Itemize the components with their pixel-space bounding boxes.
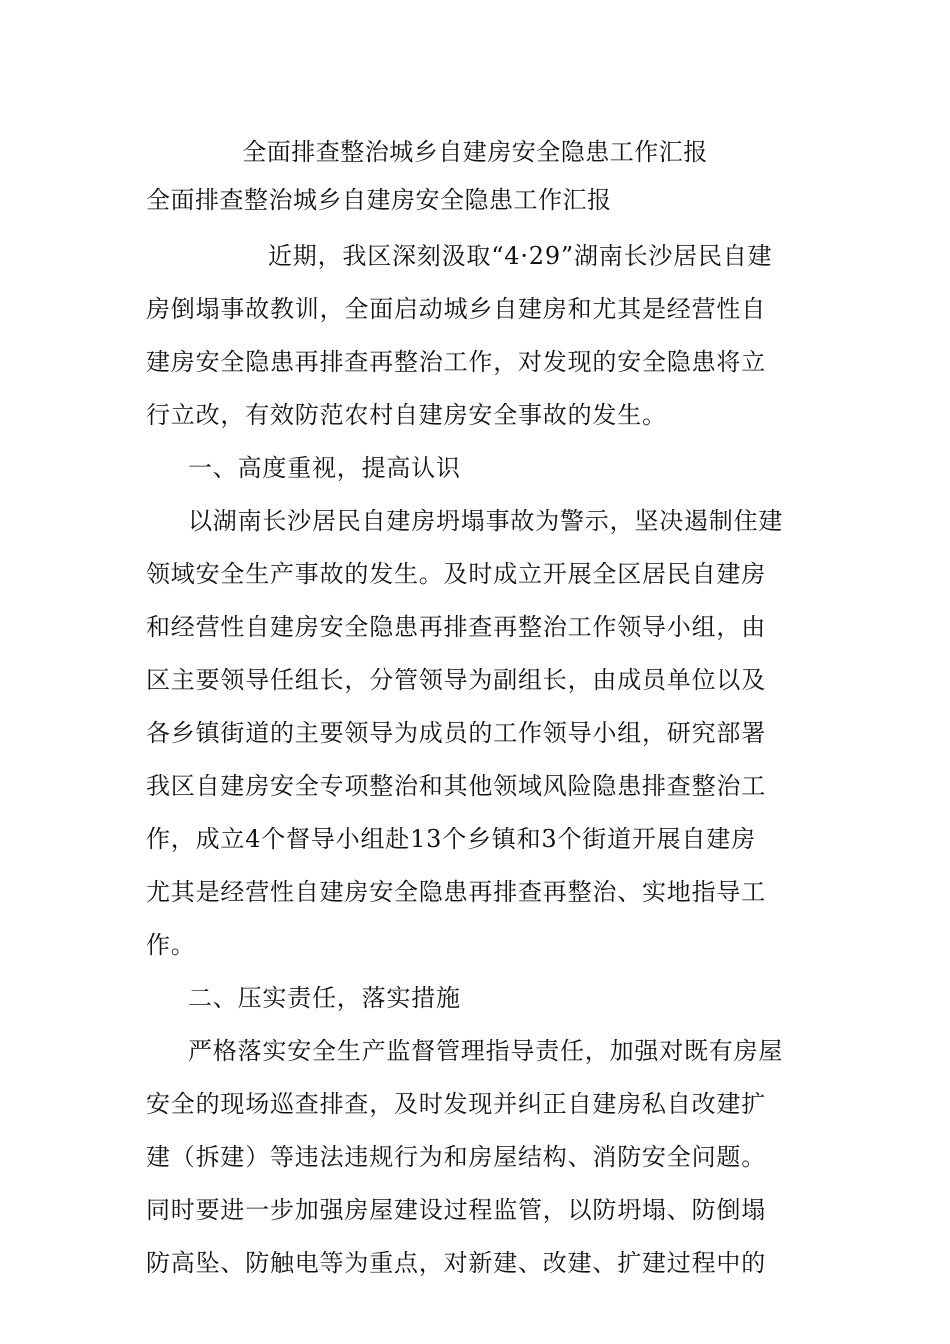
section1-line: 我区自建房安全专项整治和其他领域风险隐患排查整治工	[146, 772, 766, 800]
intro-line: 建房安全隐患再排查再整治工作，对发现的安全隐患将立	[146, 348, 766, 376]
intro-line: 房倒塌事故教训，全面启动城乡自建房和尤其是经营性自	[146, 295, 766, 323]
section1-line: 领域安全生产事故的发生。及时成立开展全区居民自建房	[146, 560, 766, 588]
section1-line: 作。	[146, 931, 196, 959]
document-title-centered: 全面排查整治城乡自建房安全隐患工作汇报	[242, 138, 708, 166]
document-body	[146, 230, 806, 1290]
document-title-left: 全面排查整治城乡自建房安全隐患工作汇报	[146, 186, 612, 214]
intro-line: 近期，我区深刻汲取“4·29”湖南长沙居民自建	[268, 242, 773, 270]
section1-line: 尤其是经营性自建房安全隐患再排查再整治、实地指导工	[146, 878, 766, 906]
section1-line: 以湖南长沙居民自建房坍塌事故为警示，坚决遏制住建	[188, 507, 784, 535]
intro-line: 行立改，有效防范农村自建房安全事故的发生。	[146, 401, 667, 429]
section2-line: 严格落实安全生产监督管理指导责任，加强对既有房屋	[188, 1037, 784, 1065]
section2-line: 建（拆建）等违法违规行为和房屋结构、消防安全问题。	[146, 1143, 766, 1171]
section1-line: 和经营性自建房安全隐患再排查再整治工作领导小组，由	[146, 613, 766, 641]
section1-line: 各乡镇街道的主要领导为成员的工作领导小组，研究部署	[146, 719, 766, 747]
section2-line: 防高坠、防触电等为重点，对新建、改建、扩建过程中的	[146, 1249, 766, 1277]
section2-line: 同时要进一步加强房屋建设过程监管，以防坍塌、防倒塌	[146, 1196, 766, 1224]
section1-heading: 一、高度重视，提高认识	[188, 454, 461, 482]
section1-line: 区主要领导任组长，分管领导为副组长，由成员单位以及	[146, 666, 766, 694]
section2-line: 安全的现场巡查排查，及时发现并纠正自建房私自改建扩	[146, 1090, 766, 1118]
section2-heading: 二、压实责任，落实措施	[188, 984, 461, 1012]
section1-line: 作，成立4个督导小组赴13个乡镇和3个街道开展自建房	[146, 825, 756, 853]
